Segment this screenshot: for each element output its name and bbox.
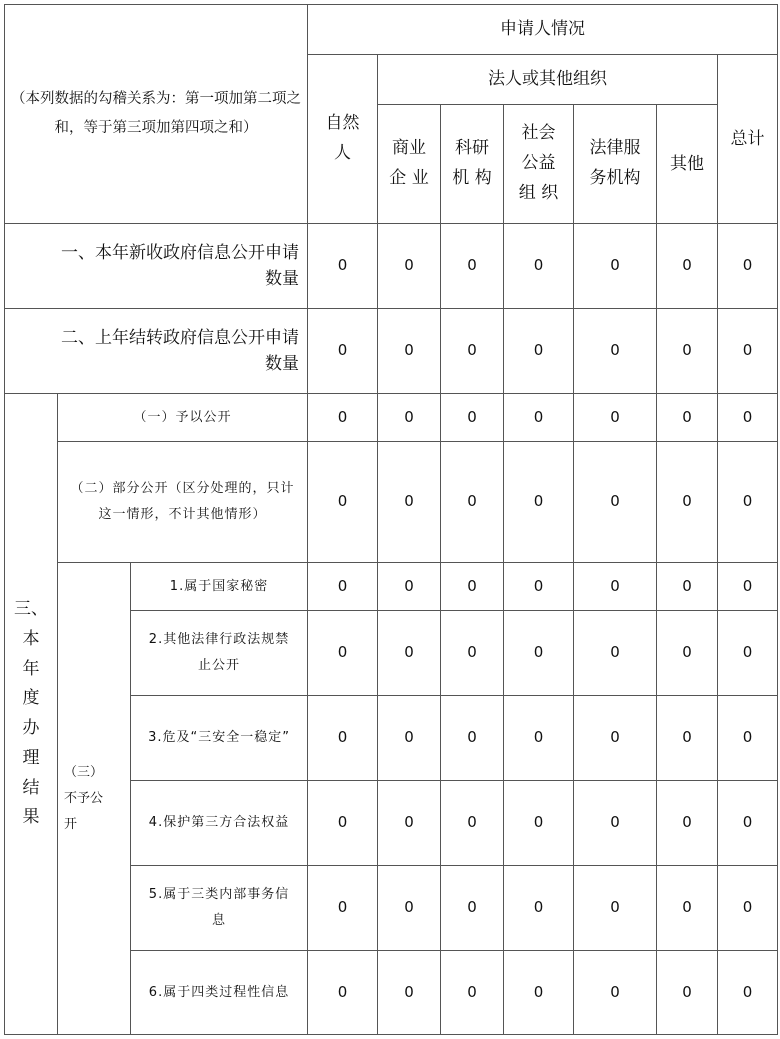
value-cell: 0	[533, 576, 544, 595]
value-cell: 0	[404, 576, 414, 595]
grid-line	[777, 4, 778, 1035]
value-cell: 0	[742, 576, 753, 595]
value-cell: 0	[404, 728, 414, 747]
value-cell: 0	[404, 982, 414, 1001]
header-other: 其他	[670, 153, 704, 174]
header-business: 商业 企 业	[389, 138, 429, 188]
value-cell: 0	[742, 813, 753, 832]
row-label-process-info: 6.属于四类过程性信息	[148, 984, 290, 1000]
row-label-carried-over: 二、上年结转政府信息公开申请数量	[61, 327, 299, 374]
value-cell: 0	[533, 643, 544, 662]
value-cell: 0	[533, 813, 544, 832]
value-cell: 0	[404, 898, 414, 917]
value-cell: 0	[742, 728, 753, 747]
value-cell: 0	[742, 407, 753, 426]
value-cell: 0	[610, 982, 620, 1001]
row-label-partially-disclosed: （二）部分公开（区分处理的，只计这一情形，不计其他情形）	[70, 481, 295, 522]
value-cell: 0	[610, 898, 620, 917]
value-cell: 0	[682, 341, 692, 360]
value-cell: 0	[404, 256, 414, 275]
value-cell: 0	[610, 492, 620, 511]
row-label-prohibited: 2.其他法律行政法规禁止公开	[148, 632, 290, 673]
value-cell: 0	[467, 898, 477, 917]
value-cell: 0	[404, 813, 414, 832]
value-cell: 0	[533, 492, 544, 511]
value-cell: 0	[467, 341, 477, 360]
value-cell: 0	[742, 256, 753, 275]
value-cell: 0	[610, 341, 620, 360]
value-cell: 0	[337, 813, 348, 832]
value-cell: 0	[404, 407, 414, 426]
value-cell: 0	[610, 728, 620, 747]
value-cell: 0	[742, 492, 753, 511]
value-cell: 0	[467, 576, 477, 595]
value-cell: 0	[682, 256, 692, 275]
value-cell: 0	[742, 982, 753, 1001]
value-cell: 0	[404, 341, 414, 360]
value-cell: 0	[682, 492, 692, 511]
row-label-three-security: 3.危及“三安全一稳定”	[148, 730, 290, 745]
row-label-internal-affairs: 5.属于三类内部事务信息	[148, 887, 290, 928]
value-cell: 0	[533, 728, 544, 747]
table-note: （本列数据的勾稽关系为：第一项加第二项之和，等于第三项加第四项之和）	[11, 91, 301, 136]
value-cell: 0	[404, 492, 414, 511]
row-label-third-party: 4.保护第三方合法权益	[148, 815, 290, 830]
value-cell: 0	[337, 898, 348, 917]
value-cell: 0	[682, 643, 692, 662]
value-cell: 0	[610, 576, 620, 595]
header-legal-service: 法律服 务机构	[589, 138, 641, 188]
value-cell: 0	[682, 898, 692, 917]
header-natural-person: 自然 人	[325, 113, 360, 163]
grid-line	[4, 1034, 777, 1035]
value-cell: 0	[467, 728, 477, 747]
header-research: 科研 机 构	[452, 138, 492, 188]
row-label-new-requests: 一、本年新收政府信息公开申请数量	[61, 242, 299, 289]
value-cell: 0	[337, 407, 348, 426]
value-cell: 0	[467, 407, 477, 426]
value-cell: 0	[742, 341, 753, 360]
value-cell: 0	[533, 256, 544, 275]
value-cell: 0	[742, 643, 753, 662]
value-cell: 0	[467, 813, 477, 832]
value-cell: 0	[533, 407, 544, 426]
header-applicant-info: 申请人情况	[500, 19, 585, 40]
value-cell: 0	[533, 982, 544, 1001]
row-label-disclosed: （一）予以公开	[133, 409, 232, 425]
value-cell: 0	[467, 256, 477, 275]
value-cell: 0	[682, 813, 692, 832]
not-disclosed-title: （三） 不予公 开	[64, 764, 104, 832]
header-public-welfare: 社会 公益 组 织	[518, 123, 559, 203]
value-cell: 0	[337, 492, 348, 511]
value-cell: 0	[467, 982, 477, 1001]
value-cell: 0	[337, 982, 348, 1001]
value-cell: 0	[337, 643, 348, 662]
section3-title: 三、 本 年 度 办 理 结 果	[14, 599, 48, 828]
value-cell: 0	[467, 492, 477, 511]
row-label-state-secret: 1.属于国家秘密	[169, 578, 269, 594]
value-cell: 0	[337, 341, 348, 360]
header-legal-entity: 法人或其他组织	[488, 69, 607, 90]
value-cell: 0	[337, 728, 348, 747]
header-total: 总计	[730, 128, 765, 149]
value-cell: 0	[682, 576, 692, 595]
value-cell: 0	[533, 898, 544, 917]
value-cell: 0	[682, 728, 692, 747]
value-cell: 0	[533, 341, 544, 360]
value-cell: 0	[610, 643, 620, 662]
value-cell: 0	[337, 256, 348, 275]
value-cell: 0	[404, 643, 414, 662]
value-cell: 0	[337, 576, 348, 595]
value-cell: 0	[610, 256, 620, 275]
value-cell: 0	[682, 407, 692, 426]
value-cell: 0	[610, 813, 620, 832]
value-cell: 0	[610, 407, 620, 426]
value-cell: 0	[742, 898, 753, 917]
value-cell: 0	[467, 643, 477, 662]
value-cell: 0	[682, 982, 692, 1001]
